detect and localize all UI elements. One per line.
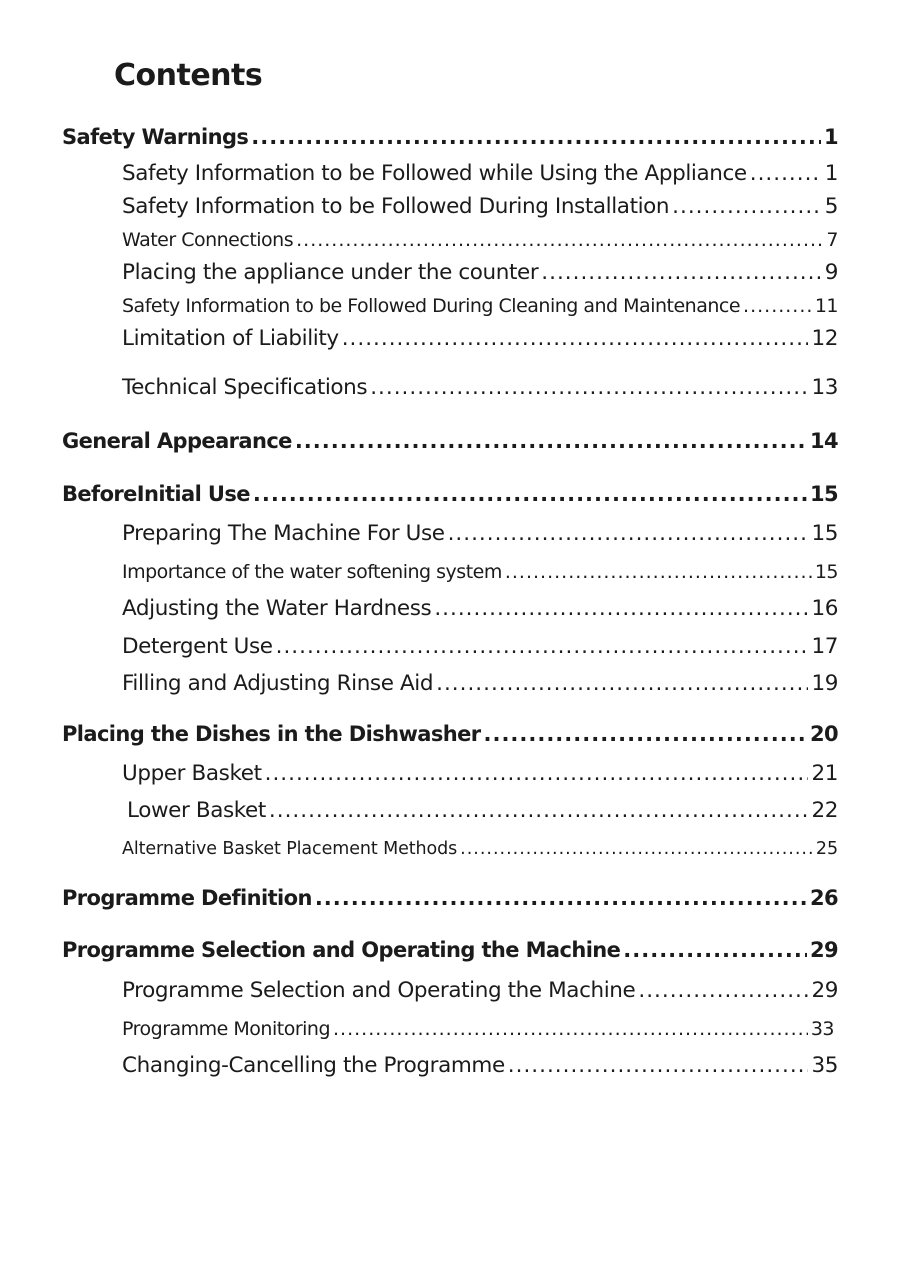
- toc-entry-programme-selection[interactable]: [62, 935, 838, 965]
- toc-entry-water-softening[interactable]: [122, 557, 838, 587]
- dot-leader: [315, 883, 807, 913]
- dot-leader: [743, 291, 812, 321]
- toc-entry-safety-info-installation[interactable]: [122, 192, 838, 222]
- toc-label: Safety Warnings: [62, 125, 249, 149]
- dot-leader: [251, 122, 821, 152]
- toc-entry-detergent-use[interactable]: [122, 632, 838, 662]
- toc-entry-alternative-basket[interactable]: [122, 834, 838, 864]
- toc-entry-placing-under-counter[interactable]: [122, 258, 838, 288]
- dot-leader: [342, 324, 809, 354]
- toc-entry-safety-info-cleaning[interactable]: [122, 291, 838, 321]
- dot-leader: [638, 976, 808, 1006]
- dot-leader: [508, 1051, 809, 1081]
- dot-leader: [296, 225, 823, 255]
- toc-entry-programme-definition[interactable]: [62, 883, 838, 913]
- toc-label: Importance of the water softening system: [122, 561, 502, 583]
- toc-entry-technical-specifications[interactable]: [122, 373, 838, 403]
- toc-page-number: 9: [824, 260, 838, 285]
- toc-label: Safety Information to be Followed During Cleaning and Maintenance: [122, 295, 741, 317]
- toc-label: Placing the appliance under the counter: [122, 260, 539, 285]
- toc-entry-programme-monitoring[interactable]: [122, 1014, 834, 1044]
- dot-leader: [269, 796, 809, 826]
- toc-label: Safety Information to be Followed while Using the Appliance: [122, 161, 747, 186]
- toc-label: Lower Basket: [127, 798, 266, 823]
- toc-label: Placing the Dishes in the Dishwasher: [62, 722, 481, 746]
- dot-leader: [460, 834, 813, 864]
- toc-page-number: 21: [811, 761, 838, 786]
- toc-label: Safety Information to be Followed During Installation: [122, 194, 670, 219]
- toc-entry-upper-basket[interactable]: [122, 759, 838, 789]
- toc-label: Programme Monitoring: [122, 1018, 331, 1040]
- toc-label: Changing-Cancelling the Programme: [122, 1053, 505, 1078]
- dot-leader: [436, 669, 808, 699]
- dot-leader: [448, 519, 809, 549]
- dot-leader: [541, 258, 821, 288]
- toc-entry-programme-selection-sub[interactable]: [122, 976, 838, 1006]
- toc-entry-changing-cancelling[interactable]: [122, 1051, 838, 1081]
- toc-entry-lower-basket[interactable]: [127, 796, 838, 826]
- toc-page-number: 29: [811, 978, 838, 1003]
- toc-page-number: 22: [811, 798, 838, 823]
- toc-label: BeforeInitial Use: [62, 482, 250, 506]
- toc-page-number: 1: [824, 161, 838, 186]
- toc-page-number: 7: [826, 229, 838, 251]
- page-title: Contents: [114, 58, 263, 93]
- dot-leader: [750, 159, 822, 189]
- toc-label: Technical Specifications: [122, 375, 368, 400]
- toc-label: Detergent Use: [122, 634, 273, 659]
- toc-label: Programme Selection and Operating the Machine: [122, 978, 636, 1003]
- dot-leader: [505, 557, 812, 587]
- toc-entry-safety-warnings[interactable]: [62, 122, 838, 152]
- toc-label: General Appearance: [62, 429, 292, 453]
- toc-entry-placing-dishes[interactable]: [62, 719, 838, 749]
- toc-page-number: 11: [814, 295, 838, 317]
- dot-leader: [333, 1014, 808, 1044]
- dot-leader: [672, 192, 822, 222]
- toc-page-number: 14: [809, 429, 838, 453]
- toc-entry-water-connections[interactable]: [122, 225, 838, 255]
- toc-page-number: 33: [810, 1018, 834, 1040]
- toc-page-number: 17: [811, 634, 838, 659]
- toc-label: Adjusting the Water Hardness: [122, 596, 432, 621]
- toc-page-number: 16: [811, 596, 838, 621]
- toc-page-number: 26: [809, 886, 838, 910]
- toc-page-number: 5: [824, 194, 838, 219]
- toc-entry-preparing-machine[interactable]: [122, 519, 838, 549]
- toc-page-number: 15: [811, 521, 838, 546]
- toc-label: Alternative Basket Placement Methods: [122, 839, 458, 859]
- toc-entry-water-hardness[interactable]: [122, 594, 838, 624]
- toc-label: Programme Selection and Operating the Machine: [62, 938, 621, 962]
- toc-page-number: 29: [809, 938, 838, 962]
- dot-leader: [434, 594, 808, 624]
- toc-page-number: 25: [815, 839, 838, 859]
- dot-leader: [265, 759, 809, 789]
- dot-leader: [276, 632, 809, 662]
- toc-label: Water Connections: [122, 229, 294, 251]
- toc-page-number: 12: [811, 326, 838, 351]
- dot-leader: [295, 426, 807, 456]
- toc-entry-before-initial-use[interactable]: [62, 479, 838, 509]
- toc-entry-safety-info-using[interactable]: [122, 159, 838, 189]
- dot-leader: [253, 479, 807, 509]
- toc-label: Upper Basket: [122, 761, 262, 786]
- toc-label: Preparing The Machine For Use: [122, 521, 445, 546]
- toc-entry-general-appearance[interactable]: [62, 426, 838, 456]
- dot-leader: [370, 373, 808, 403]
- toc-page-number: 19: [811, 671, 838, 696]
- toc-page-number: 15: [814, 561, 838, 583]
- toc-label: Filling and Adjusting Rinse Aid: [122, 671, 434, 696]
- toc-page-number: 35: [811, 1053, 838, 1078]
- toc-page-number: 13: [811, 375, 838, 400]
- toc-label: Limitation of Liability: [122, 326, 339, 351]
- toc-entry-limitation-of-liability[interactable]: [122, 324, 838, 354]
- toc-entry-rinse-aid[interactable]: [122, 669, 838, 699]
- dot-leader: [623, 935, 807, 965]
- dot-leader: [483, 719, 806, 749]
- toc-label: Programme Definition: [62, 886, 312, 910]
- toc-page-number: 15: [809, 482, 838, 506]
- toc-page-number: 1: [823, 125, 838, 149]
- toc-page-number: 20: [809, 722, 838, 746]
